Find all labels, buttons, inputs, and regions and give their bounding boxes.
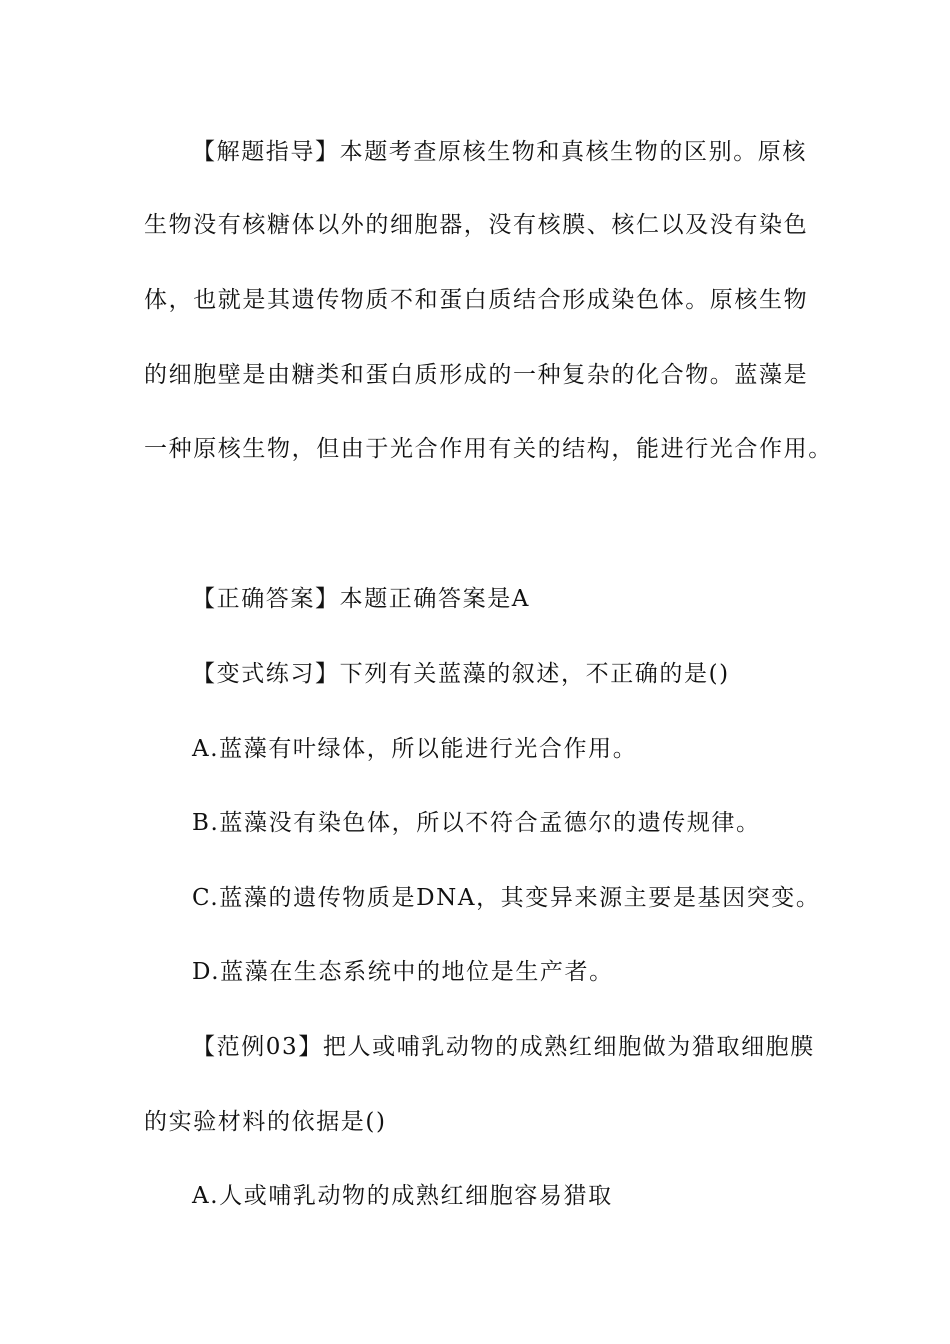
analysis-line-1: 【解题指导】本题考查原核生物和真核生物的区别。原核 [192,139,807,165]
exercise-option-b: B.蓝藻没有染色体，所以不符合孟德尔的遗传规律。 [192,810,761,836]
analysis-line-2: 生物没有核糖体以外的细胞器，没有核膜、核仁以及没有染色 [144,212,809,238]
exercise-option-c: C.蓝藻的遗传物质是DNA，其变异来源主要是基因突变。 [192,885,821,911]
exercise-option-d: D.蓝藻在生态系统中的地位是生产者。 [192,959,614,985]
analysis-line-3: 体，也就是其遗传物质不和蛋白质结合形成染色体。原核生物 [144,287,809,313]
example-question-line-2: 的实验材料的依据是() [144,1109,387,1135]
exercise-option-a: A.蓝藻有叶绿体，所以能进行光合作用。 [192,736,638,762]
example-question-line-1: 【范例03】把人或哺乳动物的成熟红细胞做为猎取细胞膜 [192,1034,815,1060]
example-option-a: A.人或哺乳动物的成熟红细胞容易猎取 [192,1183,613,1209]
analysis-line-5: 一种原核生物，但由于光合作用有关的结构，能进行光合作用。 [144,436,833,462]
correct-answer: 【正确答案】本题正确答案是A [192,586,531,612]
exercise-question: 【变式练习】下列有关蓝藻的叙述，不正确的是() [192,661,730,687]
analysis-line-4: 的细胞壁是由糖类和蛋白质形成的一种复杂的化合物。蓝藻是 [144,362,809,388]
